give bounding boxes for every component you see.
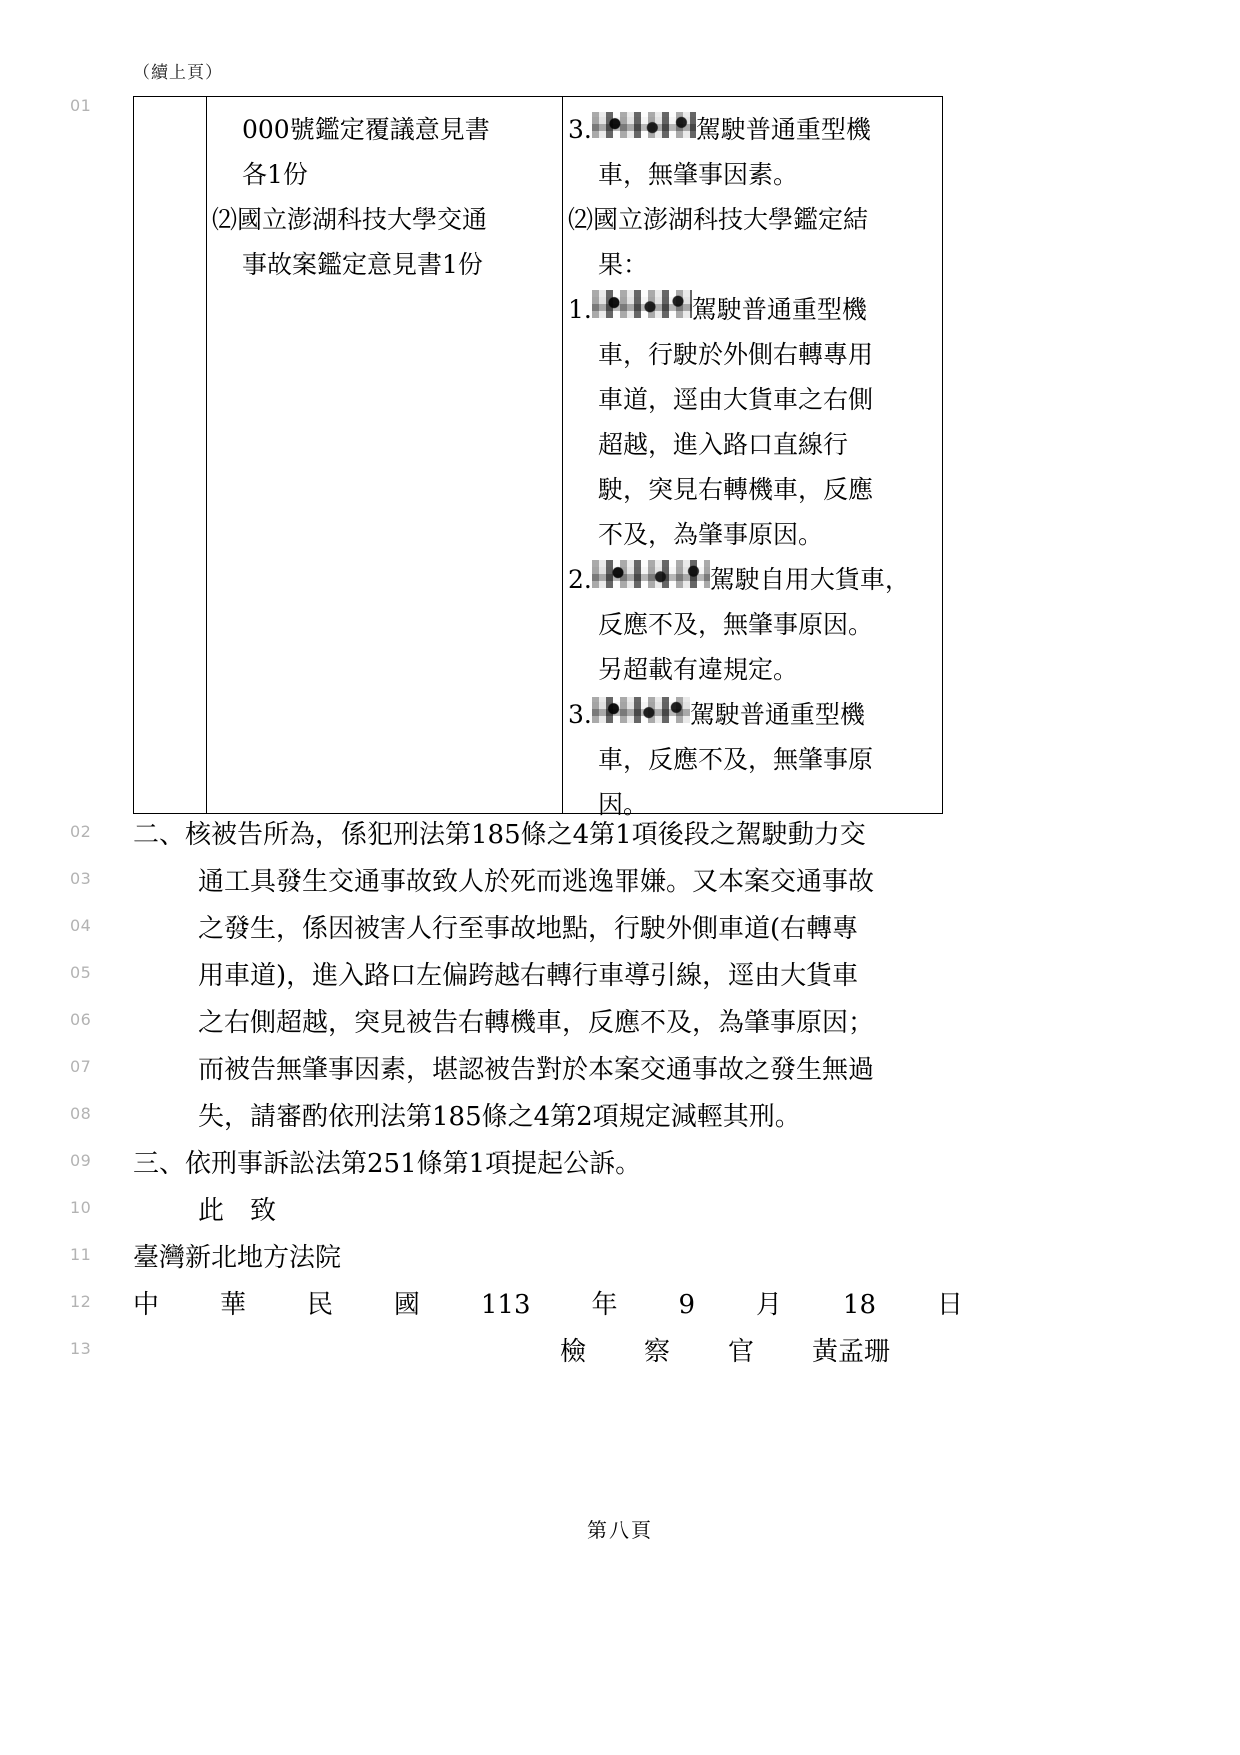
finding-line <box>568 377 938 422</box>
addressee-court <box>133 1243 963 1273</box>
table-cell-findings <box>562 97 944 827</box>
body-paragraph-line <box>133 1055 963 1085</box>
body-text: 失，請審酌依刑法第185條之4第2項規定減輕其刑。 <box>198 1102 801 1132</box>
evidence-line <box>212 107 556 152</box>
finding-line <box>568 692 938 737</box>
list-marker: ⑵ <box>568 205 594 234</box>
body-closing-salutation <box>133 1196 963 1226</box>
prosecutor-name: 黃孟珊 <box>811 1337 890 1367</box>
finding-text: 駕駛自用大貨車， <box>709 565 910 594</box>
line-number-08: 08 <box>70 1104 92 1123</box>
body-paragraph-line <box>133 1102 963 1132</box>
finding-line <box>568 647 938 692</box>
date-cell-zhong: 中 <box>133 1290 160 1320</box>
finding-text: 駕駛普通重型機 <box>695 115 871 144</box>
date-cell-year-value: 113 <box>480 1290 531 1320</box>
list-marker: ⑵ <box>212 205 238 234</box>
continued-from-previous-page-label: （續上頁） <box>133 63 223 83</box>
redacted-name <box>592 697 690 723</box>
line-number-13: 13 <box>70 1339 92 1358</box>
date-cell-day-label: 日 <box>936 1290 963 1320</box>
finding-text: 國立澎湖科技大學鑑定結 <box>593 205 869 234</box>
line-number-02: 02 <box>70 822 92 841</box>
date-cell-month-label: 月 <box>755 1290 782 1320</box>
paragraph-number: 二、 <box>133 820 186 850</box>
finding-text: 駕駛普通重型機 <box>691 295 867 324</box>
finding-text: 車道，逕由大貨車之右側 <box>598 385 874 414</box>
finding-line <box>568 197 938 242</box>
finding-line <box>568 152 938 197</box>
finding-line <box>568 287 938 332</box>
finding-line <box>568 602 938 647</box>
line-number-03: 03 <box>70 869 92 888</box>
finding-line <box>568 332 938 377</box>
evidence-table <box>133 96 943 819</box>
list-marker: 1. <box>568 295 592 324</box>
date-cell-hua: 華 <box>219 1290 246 1320</box>
finding-text: 不及，為肇事原因。 <box>598 520 824 549</box>
finding-text: 車，行駛於外側右轉專用 <box>598 340 874 369</box>
line-number-05: 05 <box>70 963 92 982</box>
evidence-line <box>212 197 556 242</box>
list-marker: 3. <box>568 700 592 729</box>
page-number-footer: 第八頁 <box>587 1518 653 1542</box>
line-number-12: 12 <box>70 1292 92 1311</box>
date-cell-min: 民 <box>306 1290 333 1320</box>
paragraph-number: 三、 <box>133 1149 186 1179</box>
body-text: 之右側超越，突見被告右轉機車，反應不及，為肇事原因； <box>198 1008 875 1038</box>
body-text: 用車道)，進入路口左偏跨越右轉行車導引線，逕由大貨車 <box>198 961 859 991</box>
date-cell-guo: 國 <box>393 1290 420 1320</box>
body-paragraph-line <box>133 867 963 897</box>
line-number-04: 04 <box>70 916 92 935</box>
date-line <box>133 1290 963 1320</box>
line-number-01: 01 <box>70 96 92 115</box>
evidence-text: 000號鑑定覆議意見書 <box>242 115 490 144</box>
date-cell-year-label: 年 <box>591 1290 618 1320</box>
body-paragraph-line <box>133 961 963 991</box>
finding-text: 超越，進入路口直線行 <box>598 430 849 459</box>
date-cell-day-value: 18 <box>842 1290 876 1320</box>
signature-cell-jian: 檢 <box>560 1337 587 1367</box>
body-text: 依刑事訴訟法第251條第1項提起公訴。 <box>185 1149 642 1179</box>
finding-text: 因。 <box>598 790 649 819</box>
redacted-name <box>592 560 710 588</box>
evidence-text: 國立澎湖科技大學交通 <box>237 205 488 234</box>
line-number-10: 10 <box>70 1198 92 1217</box>
prosecutor-signature-line <box>560 1337 890 1367</box>
finding-text: 車，無肇事因素。 <box>598 160 799 189</box>
evidence-line <box>212 152 556 197</box>
finding-text: 車，反應不及，無肇事原 <box>598 745 874 774</box>
finding-line <box>568 467 938 512</box>
evidence-line <box>212 242 556 287</box>
finding-text: 另超載有違規定。 <box>598 655 799 684</box>
finding-text: 駛，突見右轉機車，反應 <box>598 475 874 504</box>
line-number-07: 07 <box>70 1057 92 1076</box>
table-cell-index <box>134 97 206 107</box>
finding-line <box>568 422 938 467</box>
line-number-09: 09 <box>70 1151 92 1170</box>
finding-line <box>568 737 938 782</box>
signature-cell-guan: 官 <box>727 1337 754 1367</box>
line-number-11: 11 <box>70 1245 92 1264</box>
evidence-text: 事故案鑑定意見書1份 <box>242 250 483 279</box>
finding-line <box>568 512 938 557</box>
body-text: 核被告所為，係犯刑法第185條之4第1項後段之駕駛動力交 <box>185 820 866 850</box>
body-text: 之發生，係因被害人行至事故地點，行駛外側車道(右轉專 <box>198 914 859 944</box>
finding-line <box>568 107 938 152</box>
body-text: 此 致 <box>198 1196 277 1226</box>
redacted-name <box>592 112 696 138</box>
redacted-name <box>592 290 692 318</box>
finding-text: 反應不及，無肇事原因。 <box>598 610 874 639</box>
date-cell-month-value: 9 <box>678 1290 695 1320</box>
list-marker: 3. <box>568 115 592 144</box>
finding-text: 駕駛普通重型機 <box>689 700 865 729</box>
signature-cell-cha: 察 <box>643 1337 670 1367</box>
body-text: 通工具發生交通事故致人於死而逃逸罪嫌。又本案交通事故 <box>198 867 875 897</box>
line-number-06: 06 <box>70 1010 92 1029</box>
body-paragraph-line <box>133 1008 963 1038</box>
body-paragraph-line <box>133 820 963 850</box>
finding-text: 果： <box>598 250 649 279</box>
list-marker: 2. <box>568 565 592 594</box>
body-text: 臺灣新北地方法院 <box>133 1243 342 1273</box>
finding-line <box>568 242 938 287</box>
body-paragraph-line <box>133 1149 963 1179</box>
evidence-text: 各1份 <box>242 160 308 189</box>
table-cell-evidence-list <box>206 97 562 287</box>
body-text: 而被告無肇事因素，堪認被告對於本案交通事故之發生無過 <box>198 1055 875 1085</box>
body-paragraph-line <box>133 914 963 944</box>
finding-line <box>568 557 938 602</box>
